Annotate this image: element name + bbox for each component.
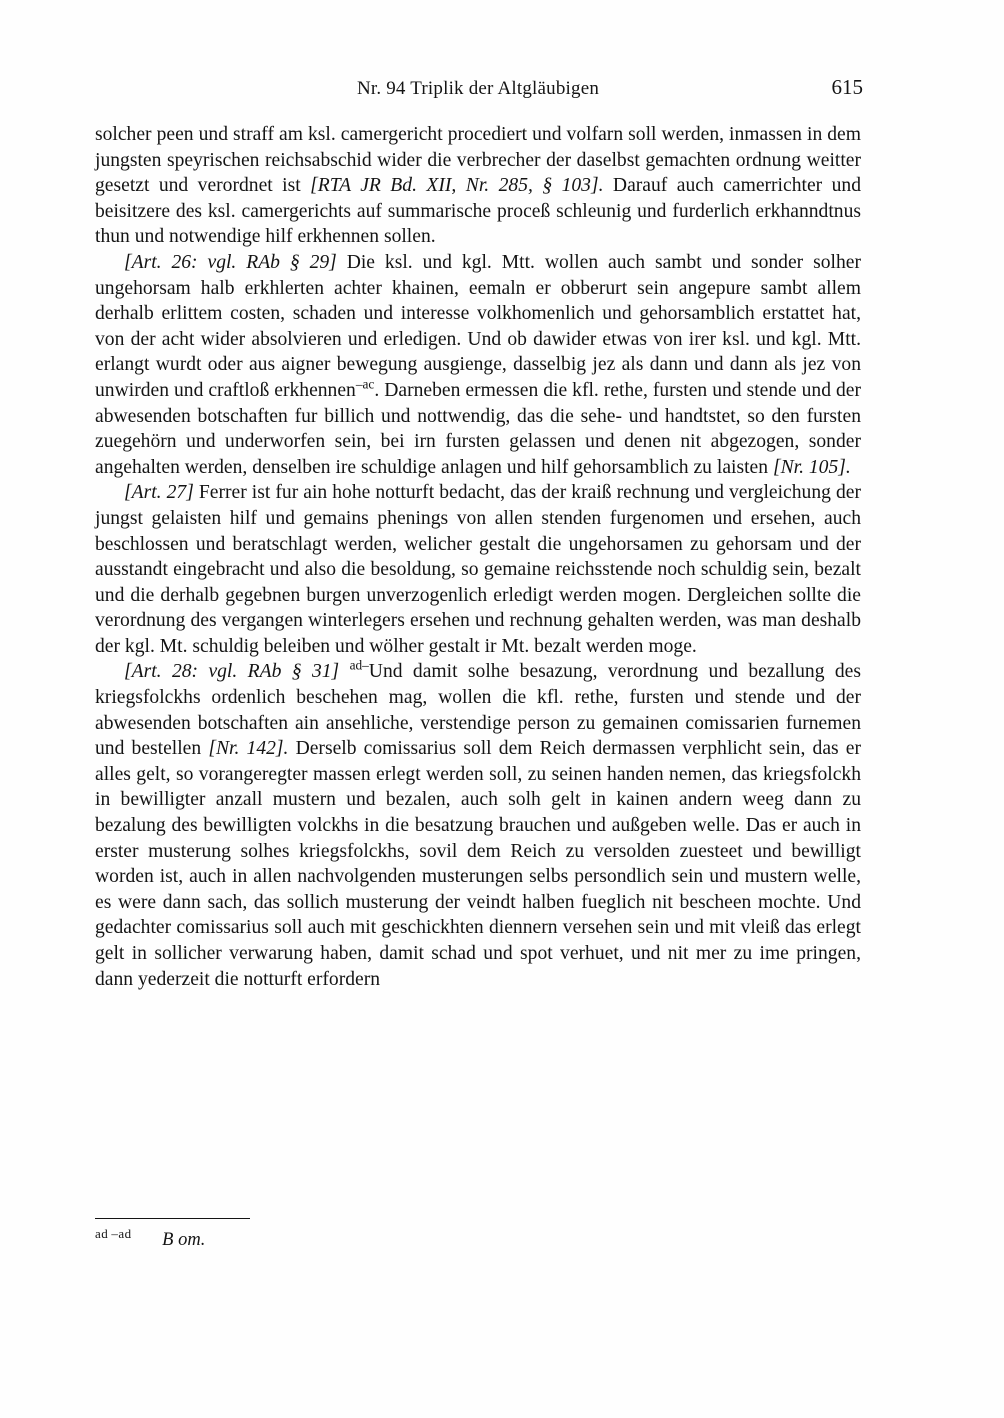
text-segment: [RTA JR Bd. XII, Nr. 285, § 103].: [310, 175, 604, 197]
page-header: [95, 75, 863, 108]
footnote-marker: ad –ad: [95, 1226, 132, 1241]
paragraph: [95, 659, 861, 992]
page-number: 615: [831, 75, 863, 99]
text-segment: Ferrer ist fur ain hohe notturft bedacht, das der kraiß rechnung und vergleichung der jungst gelaisten hilf und gemains phenings von allen stenden furgenomen und ersehen, auch beschlossen und beratschlagt werden, welicher gestalt die ungehorsamen zu gehorsam und der ausstandt eingebracht und also die besoldung, so gemaine reichsstende noch schuldig sein, bezalt und die derhalb gegebnen burgen unverzogenlich erledigt werden mogen. Dergleichen sollte die verordnung des vergangen winterlegers ersehen und rechnung gehalten werden, was man deshalb der kgl. Mt. schuldig beleiben und wölher gestalt ir Mt. bezalt werden moge.: [95, 482, 862, 657]
footnote-text: B om.: [162, 1230, 206, 1250]
text-column: [95, 75, 863, 992]
text-segment: [Nr. 142].: [208, 738, 289, 760]
text-segment: [Art. 28: vgl. RAb § 31]: [124, 661, 340, 683]
text-segment: [Art. 26: vgl. RAb § 29]: [124, 251, 337, 273]
text-segment: Die ksl. und kgl. Mtt. wollen auch sambt und sonder solher ungehorsam halb erkhlerten achter khainen, eemaln er obberurt sein angepure sambt allem derhalb erlittem costen, schaden und interesse volkhomenlich und gehorsamblich erstattet hat, von der acht wider absolvieren und erledigen. Und ob dawider etwas von irer ksl. und kgl. Mtt. erlangt wurdt oder aus aigner bewegung ausgienge, dasselbig jez als dann und dann als jez von unwirden und craftloß erkhennen: [95, 251, 861, 401]
text-segment: ad–: [349, 657, 369, 673]
footnote-rule: [95, 1218, 250, 1219]
text-segment: Derselb comissarius soll dem Reich dermassen verphlicht sein, das er alles gelt, so vorangeregter massen erlegt werden soll, zu seinen handen nemen, das kriegsfolckh in bewilligter anzall mustern und bezalen, auch solh gelt in kainen andern weeg dann zu bezalung des bewilligten volckhs in die besatzung brauchen und außgeben welle. Das er auch in erster musterung solhes kriegsfolckhs, sovil dem Reich zu versolden zuesteet und bewilligt worden ist, auch in allen nachvolgenden musterungen selbs persondlich sein und mustern welle, es were dann sach, das sollich musterung der veindt halben fueglich nit bescheen mochte. Und gedachter comissarius soll auch mit geschickhten diennern versehen sein und mit vleiß das erlegt gelt in sollicher verwarung haben, damit schad und spot verhuet, und nit mer zu ime pringen, dann yederzeit die notturft erfordern: [95, 738, 862, 990]
paragraph: [95, 480, 861, 659]
text-segment: Darauf auch camerrichter und beisitzere des ksl. camergerichts auf summarische proceß schleunig und furderlich erkhanndtnus thun und notwendige hilf erkhennen sollen.: [95, 175, 861, 248]
text-segment: [Nr. 105].: [772, 456, 851, 478]
paragraph: [95, 250, 861, 480]
text-segment: . Darneben ermessen die kfl. rethe, fursten und stende und der abwesenden botschaften fur billich und nottwendig, das die sehe- und handtstet, so den fursten zuegehörn und underworfen sein, bei irn fursten gelassen und denen nit abgezogen, sonder angehalten werden, denselben ire schuldige anlagen und hilf gehorsamblich zu laisten: [95, 379, 861, 478]
text-segment: –ac: [355, 376, 375, 392]
footnote-line: [95, 1226, 861, 1251]
text-segment: Und damit solhe besazung, verordnung und bezallung des kriegsfolckhs ordenlich beschehen mag, wollen die kfl. rethe, fursten und stende und der abwesenden botschaften ain ansehliche, verstendige person zu gemainen comissarien furnemen und bestellen: [95, 661, 861, 760]
text-segment: solcher peen und straff am ksl. camergericht procediert und volfarn soll werden, inmassen in dem jungsten speyrischen reichsabschid wider die verbrecher der daselbst gemachten ordnung weitter gesetzt und verordnet ist: [95, 124, 861, 197]
footnote-area: [95, 1218, 861, 1251]
text-segment: [339, 661, 349, 682]
running-title: Nr. 94 Triplik der Altgläubigen: [356, 78, 600, 99]
body-text: [95, 122, 861, 992]
text-segment: [Art. 27]: [124, 482, 194, 504]
paragraph: [95, 122, 861, 250]
